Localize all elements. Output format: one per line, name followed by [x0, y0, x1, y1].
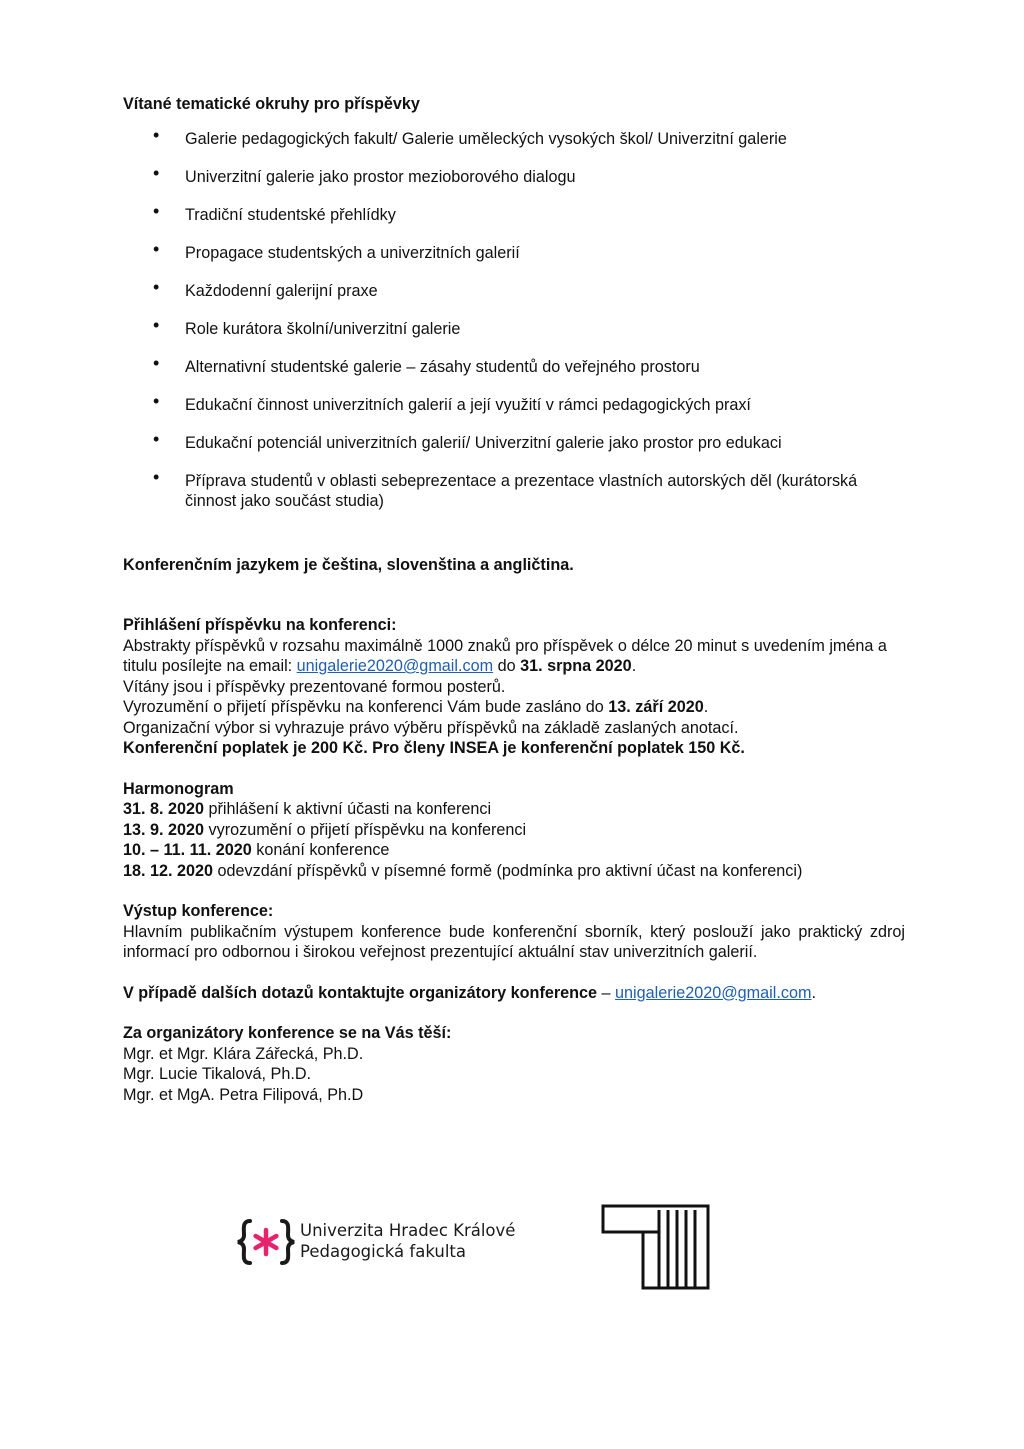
topics-list	[123, 124, 905, 512]
bullet-icon: •	[153, 390, 160, 411]
output-section	[123, 901, 905, 963]
bullet-icon: •	[153, 466, 160, 487]
uhk-logo-text: Univerzita Hradec Králové Pedagogická fakulta	[300, 1221, 516, 1261]
bullet-icon: •	[153, 352, 160, 373]
schedule-row: 18. 12. 2020 odevzdání příspěvků v písemné formě (podmínka pro aktivní účast na konferenci)	[123, 861, 803, 880]
schedule-row: 10. – 11. 11. 2020 konání konference	[123, 841, 390, 859]
contact-note: V případě dalších dotazů kontaktujte organizátory konference – unigalerie2020@gmail.com.	[123, 983, 816, 1002]
organizer-name: Mgr. et Mgr. Klára Zářecká, Ph.D.	[123, 1044, 364, 1063]
bullet-icon: •	[153, 428, 160, 449]
list-item: • Každodenní galerijní praxe	[153, 276, 378, 300]
schedule-heading: Harmonogram	[123, 779, 234, 798]
list-item: • Tradiční studentské přehlídky	[153, 200, 396, 224]
bullet-icon: •	[153, 276, 160, 297]
bullet-icon: •	[153, 162, 160, 183]
organizer-name: Mgr. Lucie Tikalová, Ph.D.	[123, 1065, 312, 1083]
list-item: • Role kurátora školní/univerzitní galerie	[153, 314, 461, 338]
list-item: • Propagace studentských a univerzitních galerií	[153, 238, 520, 262]
list-item: • Galerie pedagogických fakult/ Galerie uměleckých vysokých škol/ Univerzitní galerie	[153, 124, 787, 148]
list-item: • Příprava studentů v oblasti sebeprezentace a prezentace vlastních autorských děl (kurátorská činnost jako součást studia)	[153, 466, 858, 510]
schedule-row: 31. 8. 2020 přihlášení k aktivní účasti na konferenci	[123, 800, 492, 818]
posters-note: Vítány jsou i příspěvky prezentované formou posterů.	[123, 677, 506, 696]
registration-heading: Přihlášení příspěvku na konferenci:	[123, 616, 397, 634]
uhk-logo	[236, 1217, 536, 1267]
language-note: Konferenčním jazykem je čeština, slovenština a angličtina.	[123, 555, 574, 574]
schedule-row: 13. 9. 2020 vyrozumění o přijetí příspěvku na konferenci	[123, 820, 527, 839]
organizers-heading: Za organizátory konference se na Vás těší:	[123, 1024, 452, 1042]
notification-note: Vyrozumění o přijetí příspěvku na konferenci Vám bude zasláno do 13. září 2020.	[123, 698, 709, 716]
output-heading: Výstup konference:	[123, 902, 274, 920]
bullet-icon: •	[153, 238, 160, 259]
list-item: • Edukační činnost univerzitních galerií a její využití v rámci pedagogických praxí	[153, 390, 751, 414]
committee-note: Organizační výbor si vyhrazuje právo výběru příspěvků na základě zaslaných anotací.	[123, 718, 739, 737]
document-content	[123, 94, 905, 1105]
registration-abstract: Abstrakty příspěvků v rozsahu maximálně 1000 znaků pro příspěvek o délce 20 minut s uvedením jména a titulu posílejte na email: unigalerie2020@gmail.com do 31. srpna 2020.	[123, 636, 887, 675]
output-text: Hlavním publikačním výstupem konference bude konferenční sborník, který poslouží jako praktický zdroj informací pro odbornou i širokou veřejnost prezentující aktuální stav univerzitních galerií.	[123, 922, 905, 961]
bullet-icon: •	[153, 124, 160, 145]
list-item: • Alternativní studentské galerie – zásahy studentů do veřejného prostoru	[153, 352, 700, 376]
fee-note: Konferenční poplatek je 200 Kč. Pro členy INSEA je konferenční poplatek 150 Kč.	[123, 739, 745, 757]
registration-deadline: 31. srpna 2020	[520, 657, 632, 675]
t-gallery-logo-icon	[601, 1204, 711, 1290]
list-item: • Edukační potenciál univerzitních galerií/ Univerzitní galerie jako prostor pro edukaci	[153, 428, 782, 452]
registration-section	[123, 615, 905, 759]
schedule-section	[123, 779, 905, 882]
organizer-name: Mgr. et MgA. Petra Filipová, Ph.D	[123, 1085, 364, 1104]
contact-email-link[interactable]: unigalerie2020@gmail.com	[615, 983, 812, 1002]
registration-email-link[interactable]: unigalerie2020@gmail.com	[296, 657, 494, 675]
notification-date: 13. září 2020	[608, 698, 704, 716]
bullet-icon: •	[153, 314, 160, 335]
uhk-brace-asterisk-icon	[236, 1217, 296, 1267]
list-item: • Univerzitní galerie jako prostor mezioborového dialogu	[153, 162, 576, 186]
organizers-section	[123, 1023, 905, 1105]
bullet-icon: •	[153, 200, 160, 221]
topics-heading: Vítané tematické okruhy pro příspěvky	[123, 95, 420, 113]
